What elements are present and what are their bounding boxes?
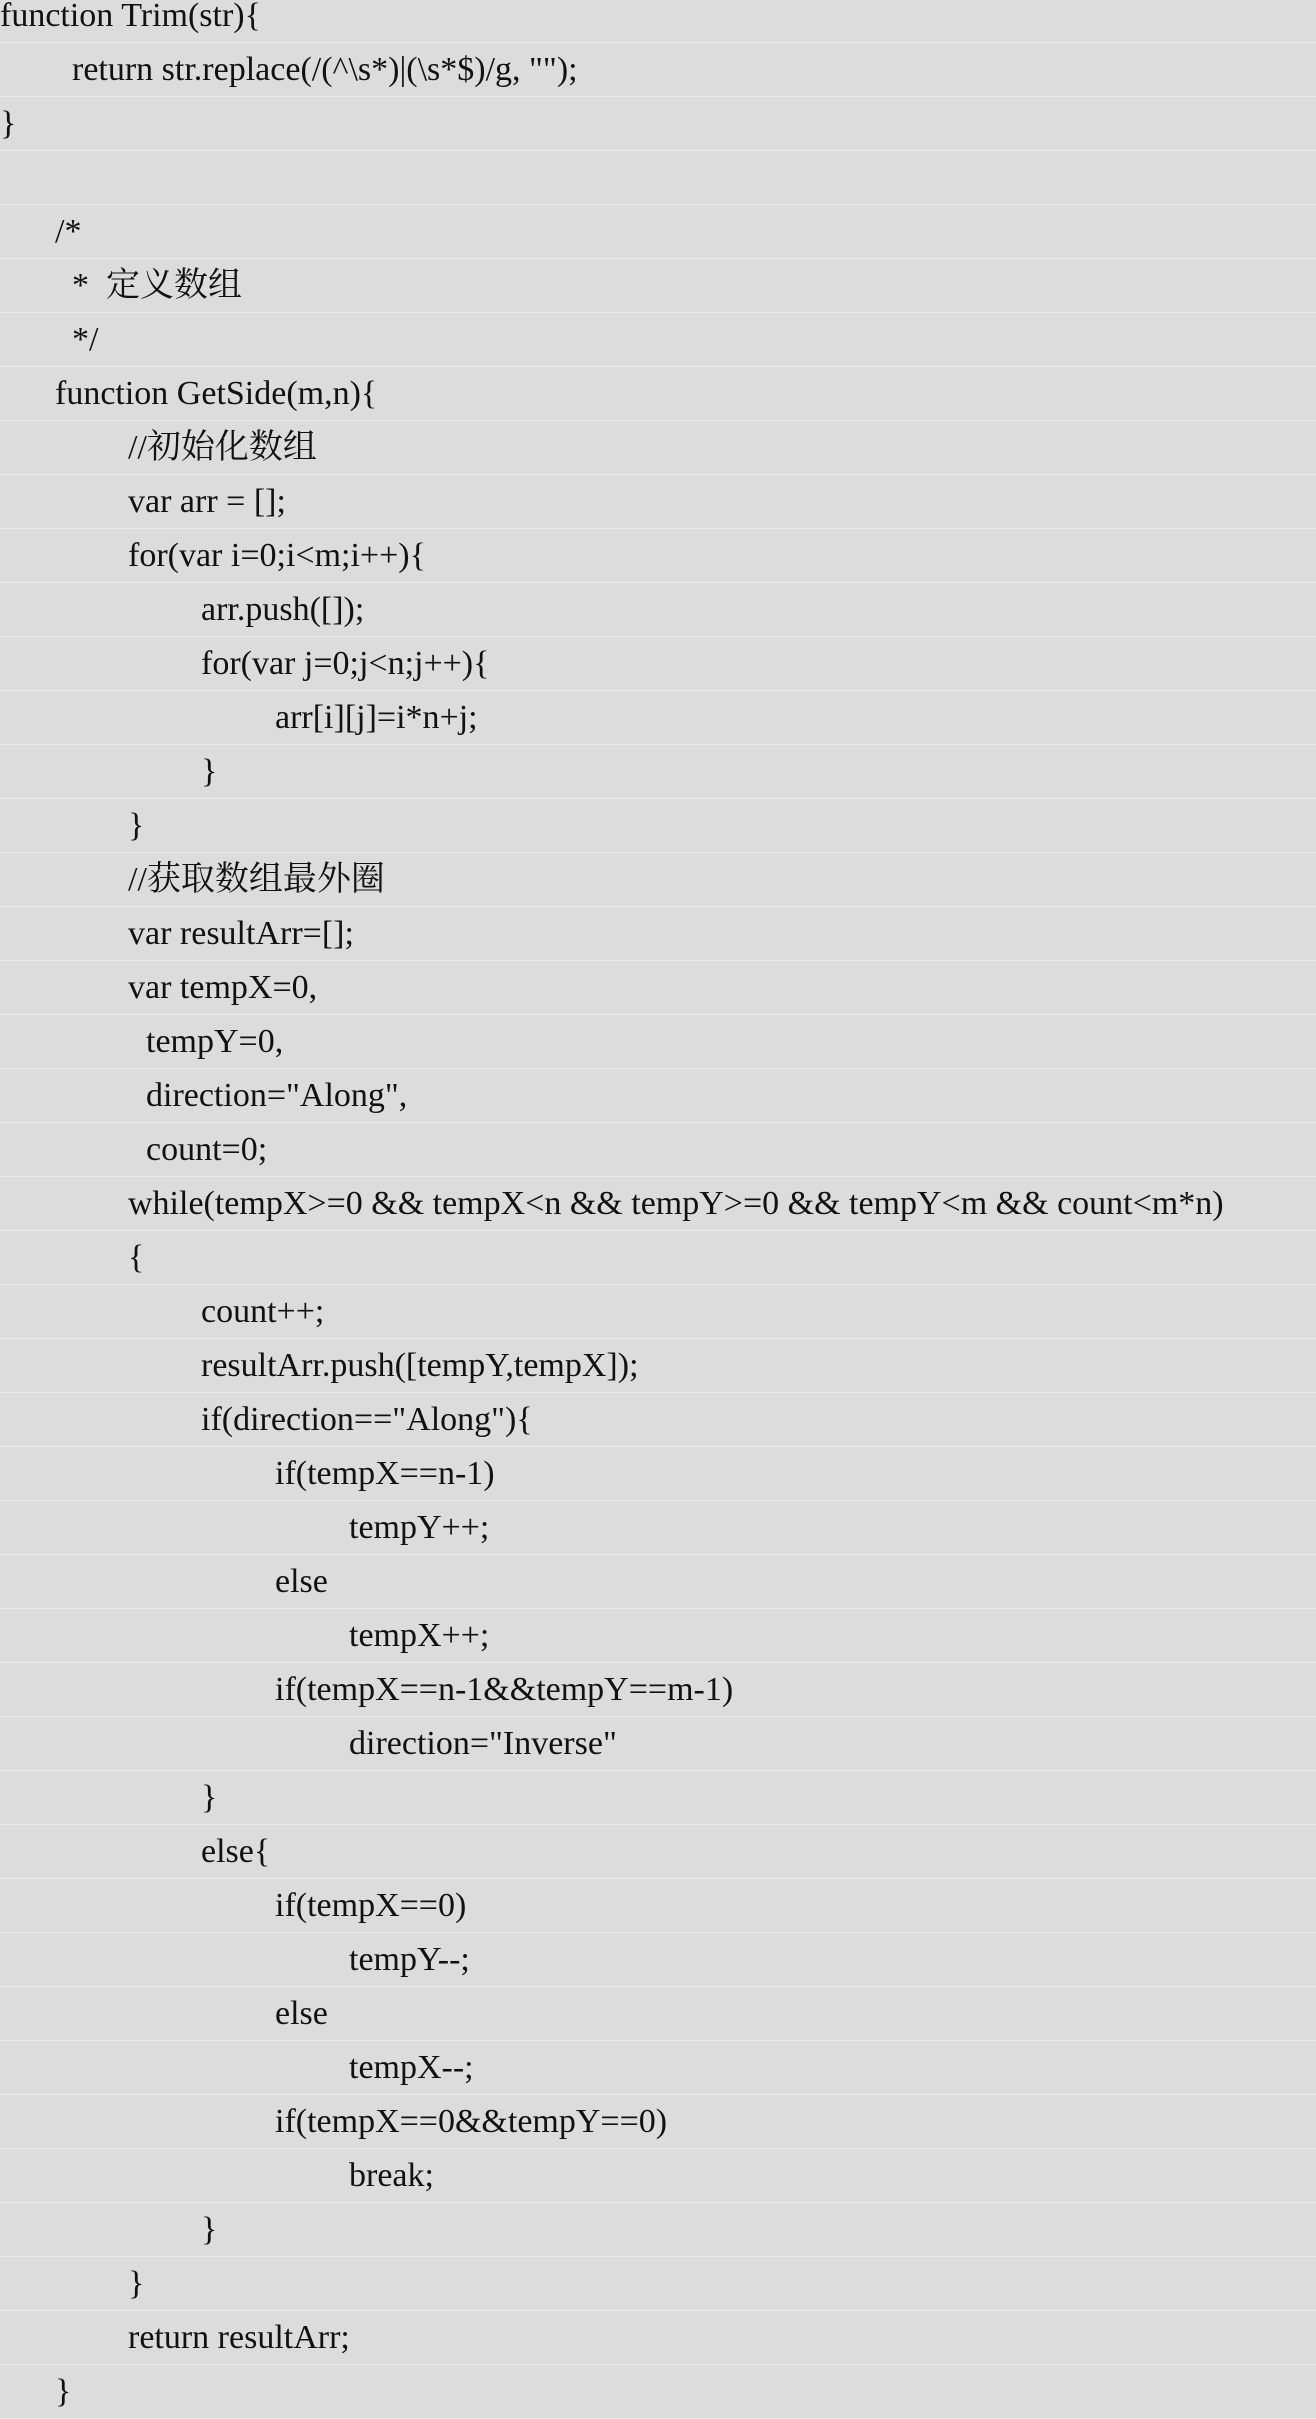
code-line — [0, 1177, 1316, 1231]
code-line-text: return str.replace(/(^\s*)|(\s*$)/g, ""); — [72, 51, 578, 88]
code-line — [0, 367, 1316, 421]
code-line — [0, 1285, 1316, 1339]
code-line — [0, 1663, 1316, 1717]
code-line-text: return resultArr; — [128, 2319, 350, 2356]
code-line — [0, 1825, 1316, 1879]
code-line-text: var tempX=0, — [128, 969, 318, 1006]
code-line-text: break; — [349, 2157, 434, 2194]
code-line — [0, 1933, 1316, 1987]
code-line-text: if(tempX==n-1&&tempY==m-1) — [275, 1671, 734, 1708]
code-line — [0, 1393, 1316, 1447]
code-line-text: tempY--; — [349, 1941, 470, 1978]
code-line-text: count=0; — [146, 1131, 268, 1168]
code-line — [0, 2095, 1316, 2149]
code-line-text: } — [0, 105, 17, 142]
code-line — [0, 1987, 1316, 2041]
code-line-text: //获取数组最外圈 — [128, 861, 385, 898]
code-line — [0, 205, 1316, 259]
code-line-text: function GetSide(m,n){ — [55, 375, 378, 412]
code-line — [0, 259, 1316, 313]
code-line — [0, 1501, 1316, 1555]
code-line — [0, 1015, 1316, 1069]
code-line — [0, 1771, 1316, 1825]
code-line-text: if(direction=="Along"){ — [201, 1401, 533, 1438]
code-line — [0, 97, 1316, 151]
code-line — [0, 1609, 1316, 1663]
code-line-text: //初始化数组 — [128, 429, 317, 466]
code-line-text: direction="Inverse" — [349, 1725, 617, 1762]
code-line-text: tempX++; — [349, 1617, 490, 1654]
code-line-text: } — [201, 753, 218, 790]
code-line — [0, 1339, 1316, 1393]
code-line — [0, 1231, 1316, 1285]
code-line — [0, 2149, 1316, 2203]
code-line-text: for(var i=0;i<m;i++){ — [128, 537, 426, 574]
code-line-text: } — [128, 2265, 145, 2302]
code-line-text: if(tempX==n-1) — [275, 1455, 495, 1492]
code-line-text: if(tempX==0&&tempY==0) — [275, 2103, 668, 2140]
code-line-text: if(tempX==0) — [275, 1887, 467, 1924]
code-line-text: for(var j=0;j<n;j++){ — [201, 645, 490, 682]
code-line-text: arr.push([]); — [201, 591, 365, 628]
code-line — [0, 1447, 1316, 1501]
code-line-text: else — [275, 1563, 328, 1600]
code-line-text: } — [201, 2211, 218, 2248]
code-line — [0, 1123, 1316, 1177]
code-line — [0, 853, 1316, 907]
code-line-text: { — [128, 1239, 145, 1276]
code-line — [0, 1717, 1316, 1771]
code-line-text: else — [275, 1995, 328, 2032]
code-line — [0, 529, 1316, 583]
code-line — [0, 691, 1316, 745]
code-line — [0, 799, 1316, 853]
code-line-text: * 定义数组 — [72, 267, 242, 304]
code-line — [0, 907, 1316, 961]
code-line-text: else{ — [201, 1833, 271, 1870]
code-line-text: direction="Along", — [146, 1077, 408, 1114]
code-line — [0, 2311, 1316, 2365]
code-line-text: tempY++; — [349, 1509, 490, 1546]
code-line-text: } — [55, 2373, 72, 2410]
code-line — [0, 421, 1316, 475]
code-line-text: /* — [55, 213, 82, 250]
code-line-text: var arr = []; — [128, 483, 286, 520]
code-line — [0, 43, 1316, 97]
code-line — [0, 1879, 1316, 1933]
code-line — [0, 151, 1316, 205]
code-line-text: } — [201, 1779, 218, 1816]
code-line — [0, 637, 1316, 691]
code-line — [0, 2203, 1316, 2257]
code-line-text: tempY=0, — [146, 1023, 284, 1060]
code-line — [0, 475, 1316, 529]
code-line-text: count++; — [201, 1293, 325, 1330]
code-line-text: resultArr.push([tempY,tempX]); — [201, 1347, 639, 1384]
code-line-text: tempX--; — [349, 2049, 474, 2086]
code-line — [0, 0, 1316, 43]
code-line — [0, 1555, 1316, 1609]
code-line — [0, 313, 1316, 367]
code-line-text: function Trim(str){ — [0, 0, 261, 34]
code-line — [0, 583, 1316, 637]
code-line — [0, 961, 1316, 1015]
code-line — [0, 2257, 1316, 2311]
code-line-text: */ — [72, 321, 99, 358]
code-line-text: arr[i][j]=i*n+j; — [275, 699, 478, 736]
code-line — [0, 1069, 1316, 1123]
code-line — [0, 2041, 1316, 2095]
code-line — [0, 2365, 1316, 2419]
code-line-text: } — [128, 807, 145, 844]
code-line — [0, 745, 1316, 799]
code-line-text: while(tempX>=0 && tempX<n && tempY>=0 && tempY<m && count<m*n) — [128, 1185, 1224, 1222]
code-line-text: var resultArr=[]; — [128, 915, 354, 952]
